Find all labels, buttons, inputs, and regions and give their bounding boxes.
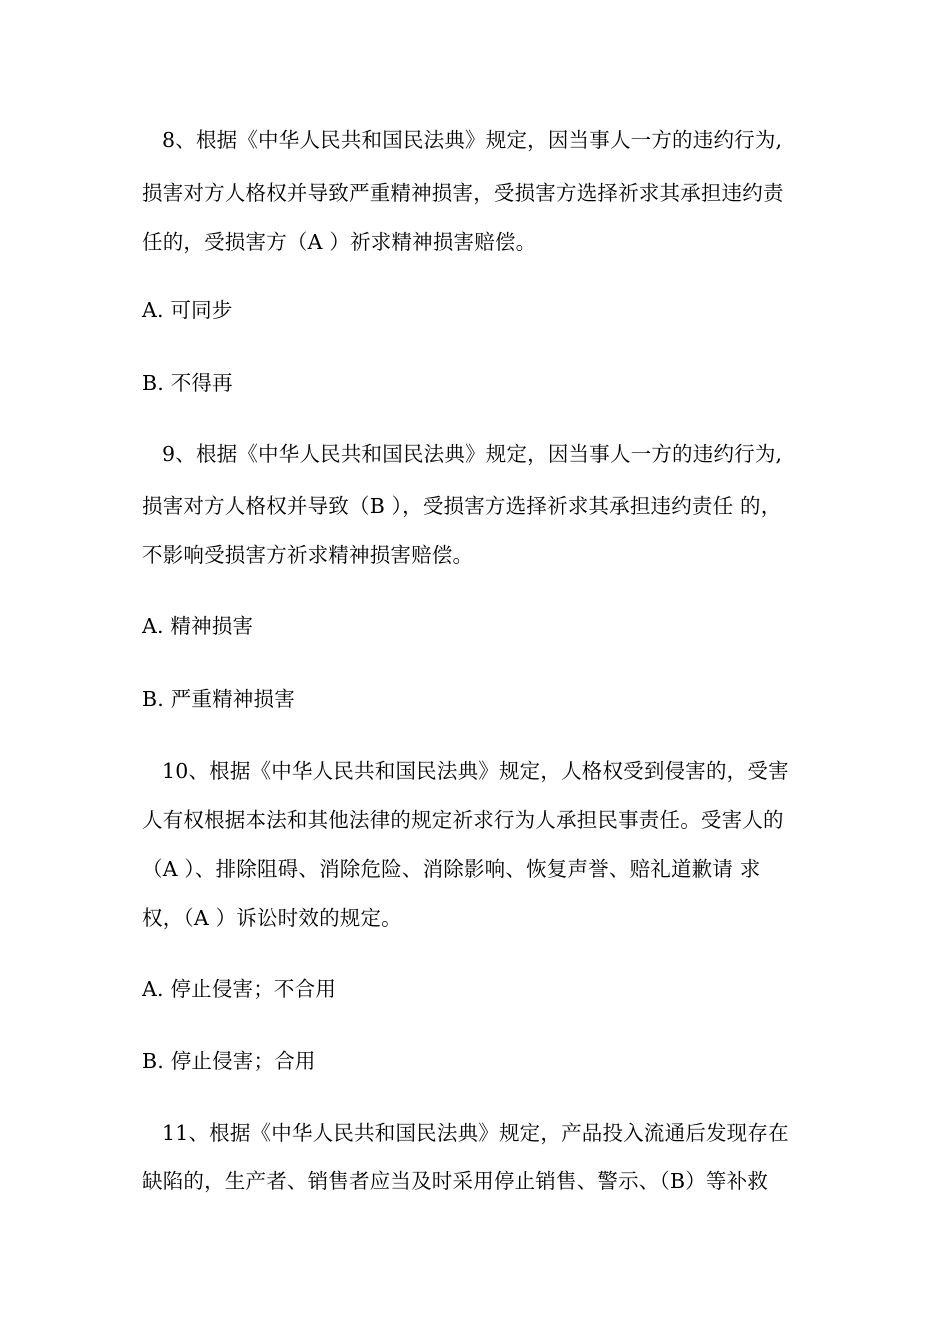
question-10-line-3: （A ）、排除阻碍、消除危险、消除影响、恢复声誉、赔礼道歉请 求 [142,857,761,881]
question-9-line-3: 不影响受损害方祈求精神损害赔偿。 [142,543,474,567]
question-8-option-b: B. 不得再 [142,371,233,395]
question-10-line-4: 权，（A ）诉讼时效的规定。 [142,906,402,930]
question-11-line-1: 11、根据《中华人民共和国民法典》规定，产品投入流通后发现存在 [162,1121,789,1145]
question-9-line-1: 9、根据《中华人民共和国民法典》规定，因当事人一方的违约行为, [162,442,783,466]
question-10-option-b: B. 停止侵害；合用 [142,1049,316,1073]
question-9-option-a: A. 精神损害 [142,614,254,638]
question-8-option-a: A. 可同步 [142,298,233,322]
question-9-line-2: 损害对方人格权并导致（B ），受损害方选择祈求其承担违约责任 的， [142,494,782,518]
question-8-line-3: 任的，受损害方（A ）祈求精神损害赔偿。 [142,230,537,254]
question-8-line-2: 损害对方人格权并导致严重精神损害，受损害方选择祈求其承担违约责 [142,181,784,205]
question-9-option-b: B. 严重精神损害 [142,687,295,711]
question-11-line-2: 缺陷的，生产者、销售者应当及时采用停止销售、警示、（B）等补救 [142,1169,769,1193]
question-10-line-1: 10、根据《中华人民共和国民法典》规定，人格权受到侵害的，受害 [162,759,789,783]
question-8-line-1: 8、根据《中华人民共和国民法典》规定，因当事人一方的违约行为, [162,128,783,152]
question-10-line-2: 人有权根据本法和其他法律的规定祈求行为人承担民事责任。受害人的 [142,808,784,832]
question-10-option-a: A. 停止侵害；不合用 [142,977,337,1001]
